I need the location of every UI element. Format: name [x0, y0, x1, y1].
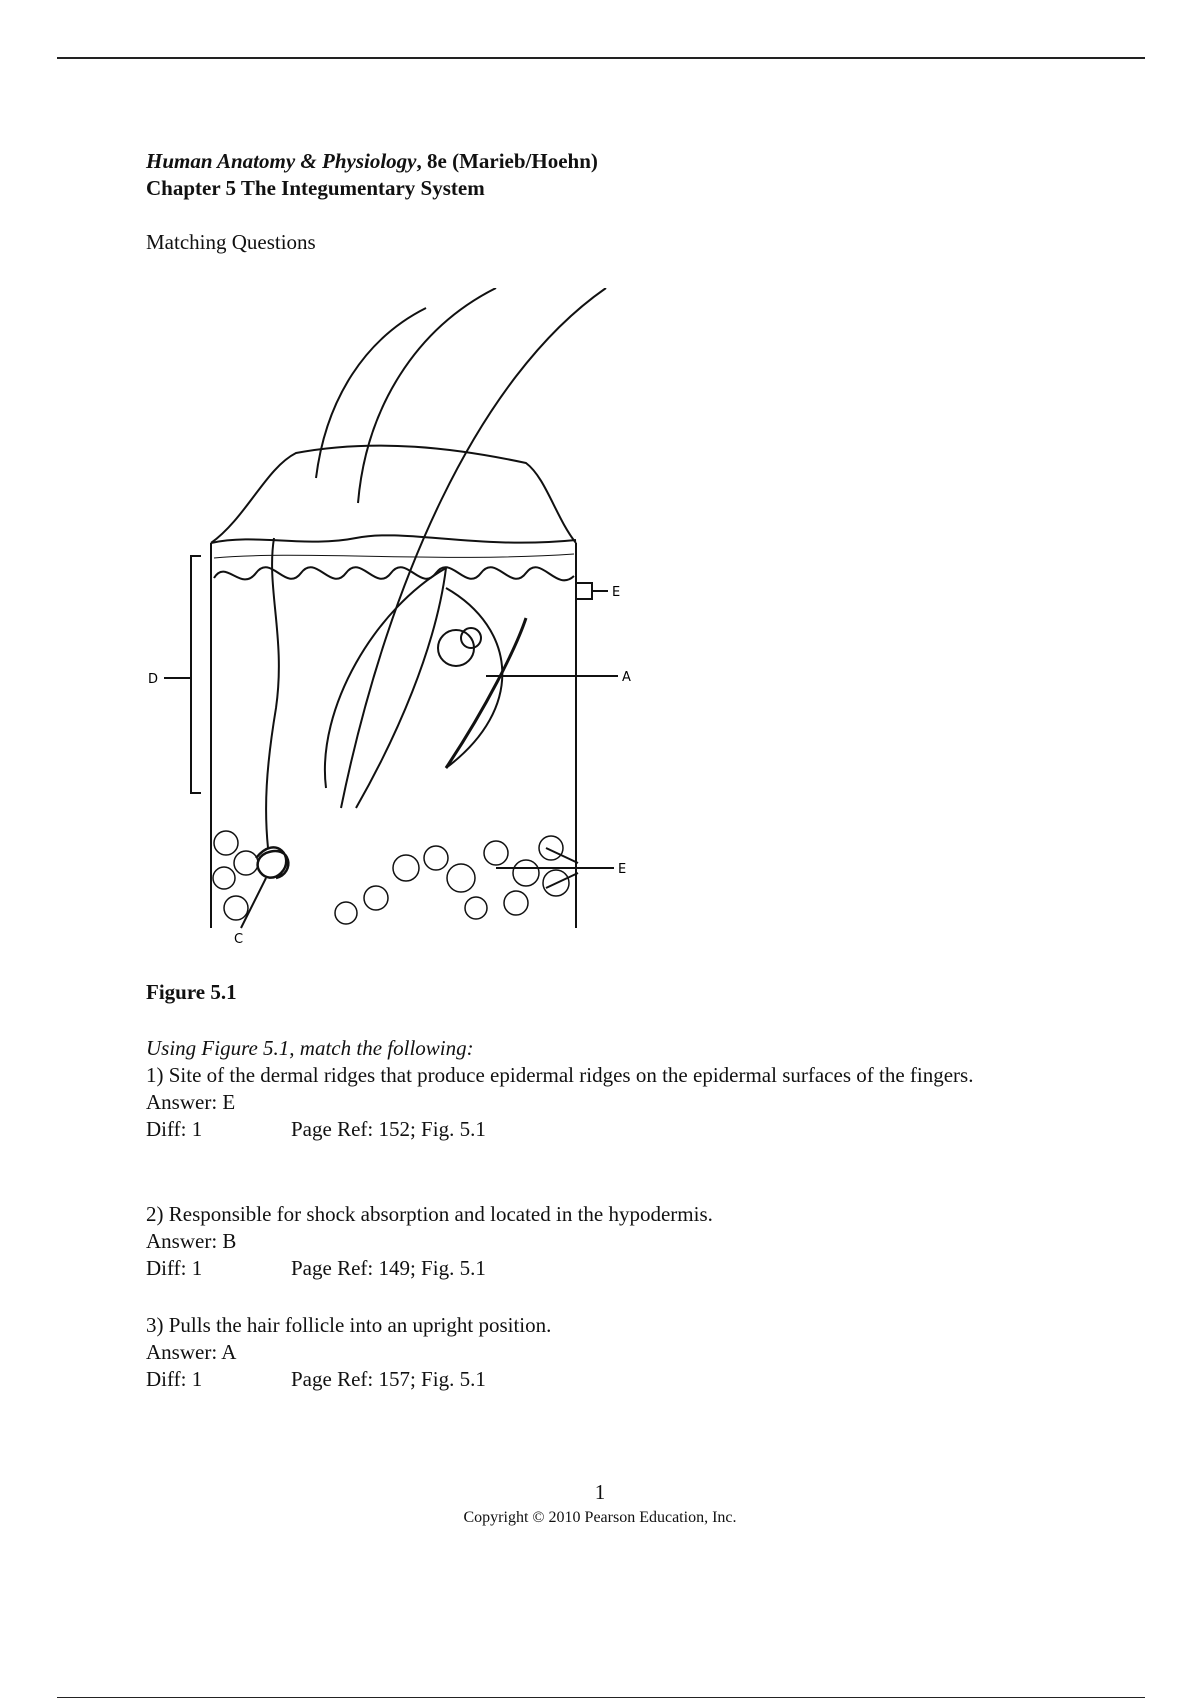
question-1 — [146, 1062, 1046, 1143]
section-heading: Matching Questions — [146, 230, 316, 254]
hair-shaft-3 — [341, 288, 606, 808]
hair-shaft-1 — [316, 308, 426, 478]
figure-label-c: C — [234, 932, 244, 947]
question-page-ref: Page Ref: 152; Fig. 5.1 — [291, 1117, 486, 1141]
sweat-duct — [266, 538, 279, 848]
skin-diagram — [146, 288, 646, 978]
top-rule — [57, 57, 1145, 59]
figure-label-d: D — [148, 672, 159, 687]
sweat-gland — [256, 847, 288, 878]
hair-follicle — [325, 568, 446, 808]
figure-caption: Figure 5.1 — [146, 980, 237, 1004]
question-meta — [146, 1366, 1046, 1393]
hair-shaft-2 — [358, 288, 496, 503]
book-edition: , 8e (Marieb/Hoehn) — [416, 149, 598, 173]
figure-label-a: A — [622, 670, 631, 685]
question-instructions: Using Figure 5.1, match the following: — [146, 1036, 474, 1060]
page-footer — [0, 1480, 1200, 1527]
figure-label-e-top: E — [612, 585, 621, 600]
book-title-line — [146, 147, 598, 175]
question-3 — [146, 1312, 1046, 1393]
dermal-papillae — [214, 567, 574, 580]
question-diff: Diff: 1 — [146, 1367, 203, 1391]
book-title: Human Anatomy & Physiology — [146, 149, 417, 173]
question-diff: Diff: 1 — [146, 1256, 203, 1280]
question-meta — [146, 1116, 1046, 1143]
question-answer: Answer: B — [146, 1229, 237, 1253]
bracket-d — [191, 556, 201, 793]
chapter-heading: Chapter 5 The Integumentary System — [146, 176, 485, 200]
question-diff: Diff: 1 — [146, 1117, 203, 1141]
epidermis-base — [211, 535, 576, 543]
epidermis-surface — [211, 446, 576, 543]
question-text: 3) Pulls the hair follicle into an upright position. — [146, 1313, 552, 1337]
question-2 — [146, 1201, 1046, 1282]
question-text: 2) Responsible for shock absorption and located in the hypodermis. — [146, 1202, 713, 1226]
question-text: 1) Site of the dermal ridges that produce epidermal ridges on the epidermal surfaces of the fingers. — [146, 1063, 974, 1087]
figure-label-e-bottom: E — [618, 862, 627, 877]
copyright-notice: Copyright © 2010 Pearson Education, Inc. — [463, 1509, 737, 1526]
question-meta — [146, 1255, 1046, 1282]
arrector-pili-muscle — [446, 618, 526, 768]
question-page-ref: Page Ref: 157; Fig. 5.1 — [291, 1367, 486, 1391]
bottom-rule — [57, 1697, 1145, 1698]
question-page-ref: Page Ref: 149; Fig. 5.1 — [291, 1256, 486, 1280]
question-answer: Answer: E — [146, 1090, 236, 1114]
page-number: 1 — [594, 1480, 606, 1504]
question-answer: Answer: A — [146, 1340, 237, 1364]
